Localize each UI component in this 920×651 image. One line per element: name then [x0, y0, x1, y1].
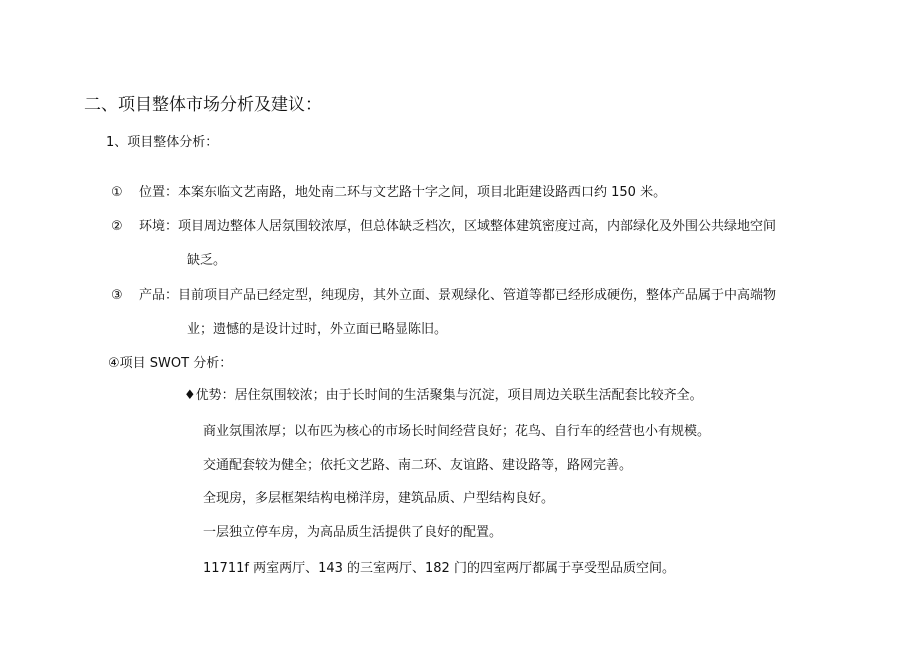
list-item-product-continuation: 业；遗憾的是设计过时，外立面已略显陈旧。	[187, 322, 448, 337]
swot-strengths-line: 全现房，多层框架结构电梯洋房，建筑品质、户型结构良好。	[203, 491, 555, 506]
item-marker: ②	[111, 219, 123, 234]
list-item-environment-continuation: 缺乏。	[187, 253, 227, 268]
swot-text: 优势：居住氛围较浓；由于长时间的生活聚集与沉淀，项目周边关联生活配套比较齐全。	[195, 388, 703, 403]
item-marker: ①	[111, 185, 123, 200]
swot-title: ④项目 SWOT 分析：	[108, 356, 233, 371]
section-heading: 二、项目整体市场分析及建议：	[84, 95, 322, 115]
diamond-bullet-icon: ♦	[184, 388, 196, 403]
list-item-environment	[111, 218, 776, 236]
list-item-product	[111, 287, 776, 305]
swot-strengths-line: 11711f 两室两厅、143 的三室两厅、182 门的四室两厅都属于享受型品质空间。	[203, 561, 675, 576]
item-marker: ③	[111, 288, 123, 303]
item-text: 环境：项目周边整体人居氛围较浓厚，但总体缺乏档次，区域整体建筑密度过高，内部绿化及外围公共绿地空间	[139, 219, 777, 234]
swot-strengths-line: 商业氛围浓厚；以布匹为核心的市场长时间经营良好；花鸟、自行车的经营也小有规模。	[203, 424, 711, 439]
list-item-location	[111, 184, 666, 202]
swot-strengths-line	[184, 387, 703, 405]
swot-strengths-line: 一层独立停车房，为高品质生活提供了良好的配置。	[203, 525, 503, 540]
item-text: 产品：目前项目产品已经定型，纯现房，其外立面、景观绿化、管道等都已经形成硬伤，整体产品属于中高端物	[139, 288, 777, 303]
item-text: 位置：本案东临文艺南路，地处南二环与文艺路十字之间，项目北距建设路西口约 150 米。	[139, 185, 667, 200]
subsection-heading: 1、项目整体分析：	[106, 135, 219, 150]
swot-strengths-line: 交通配套较为健全；依托文艺路、南二环、友谊路、建设路等，路网完善。	[203, 458, 633, 473]
